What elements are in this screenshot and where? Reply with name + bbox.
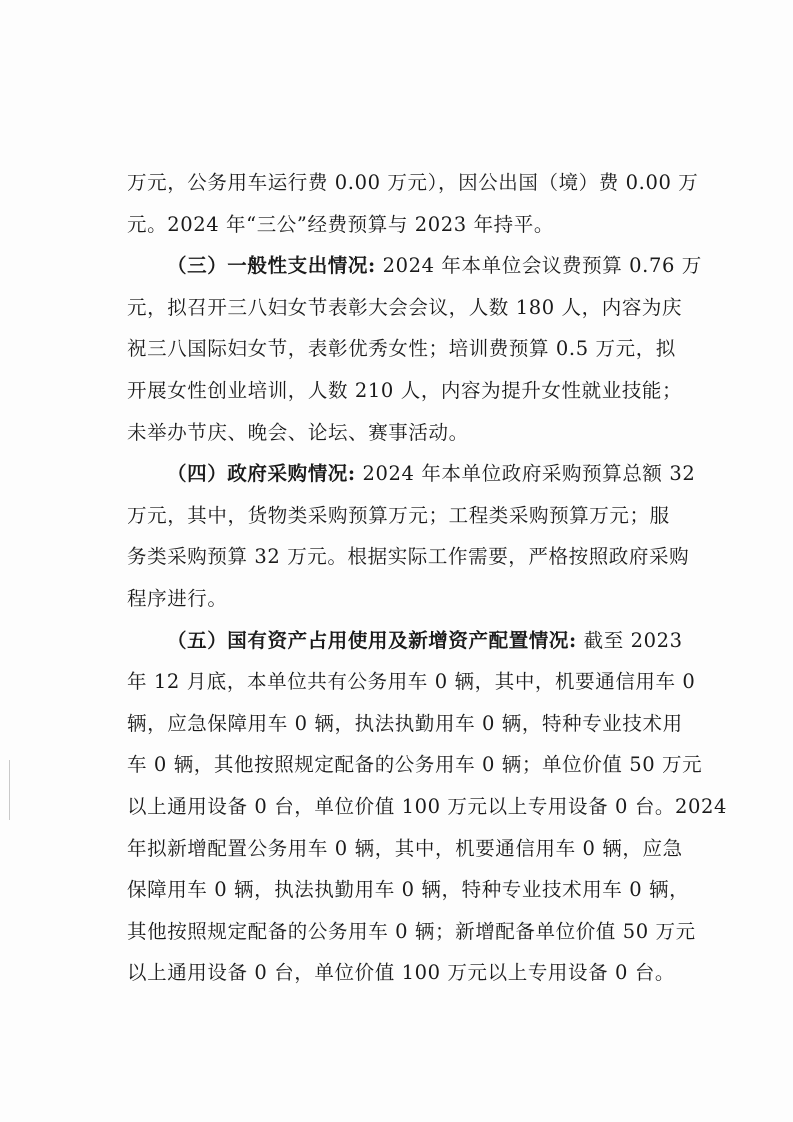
section-heading: （三）一般性支出情况: bbox=[167, 254, 376, 278]
section-3-first-line bbox=[127, 245, 702, 287]
section-5-first-line bbox=[127, 620, 687, 662]
text-line: 元。2024 年“三公”经费预算与 2023 年持平。 bbox=[127, 212, 554, 236]
section-text: 2024 年本单位政府采购预算总额 32 bbox=[355, 462, 696, 486]
section-text: 截至 2023 bbox=[576, 628, 683, 652]
section-4-first-line bbox=[127, 453, 696, 495]
text-line: 年 12 月底，本单位共有公务用车 0 辆，其中，机要通信用车 0 bbox=[127, 670, 696, 694]
text-line: 以上通用设备 0 台，单位价值 100 万元以上专用设备 0 台。2024 bbox=[127, 794, 728, 818]
text-line: 其他按照规定配备的公务用车 0 辆；新增配备单位价值 50 万元 bbox=[127, 919, 696, 943]
section-heading: （五）国有资产占用使用及新增资产配置情况: bbox=[167, 628, 577, 652]
text-line: 万元，其中，货物类采购预算万元；工程类采购预算万元；服 bbox=[127, 503, 670, 527]
section-heading: （四）政府采购情况: bbox=[167, 462, 356, 486]
text-line: 以上通用设备 0 台，单位价值 100 万元以上专用设备 0 台。 bbox=[127, 961, 676, 985]
text-line: 元，拟召开三八妇女节表彰大会会议，人数 180 人，内容为庆 bbox=[127, 295, 683, 319]
text-line: 程序进行。 bbox=[127, 586, 228, 610]
text-line: 开展女性创业培训，人数 210 人，内容为提升女性就业技能； bbox=[127, 378, 683, 402]
scan-margin-mark bbox=[9, 760, 10, 820]
text-line: 辆，应急保障用车 0 辆，执法执勤用车 0 辆，特种专业技术用 bbox=[127, 711, 683, 735]
text-line: 保障用车 0 辆，执法执勤用车 0 辆，特种专业技术用车 0 辆， bbox=[127, 878, 690, 902]
text-line: 未举办节庆、晚会、论坛、赛事活动。 bbox=[127, 420, 469, 444]
section-text: 2024 年本单位会议费预算 0.76 万 bbox=[375, 254, 702, 278]
text-line: 年拟新增配置公务用车 0 辆，其中，机要通信用车 0 辆，应急 bbox=[127, 836, 683, 860]
text-line: 务类采购预算 32 万元。根据实际工作需要，严格按照政府采购 bbox=[127, 545, 690, 569]
text-line: 祝三八国际妇女节，表彰优秀女性；培训费预算 0.5 万元，拟 bbox=[127, 337, 676, 361]
text-line: 万元，公务用车运行费 0.00 万元），因公出国（境）费 0.00 万 bbox=[127, 171, 699, 194]
body-text bbox=[127, 162, 728, 994]
text-line: 车 0 辆，其他按照规定配备的公务用车 0 辆；单位价值 50 万元 bbox=[127, 753, 703, 777]
